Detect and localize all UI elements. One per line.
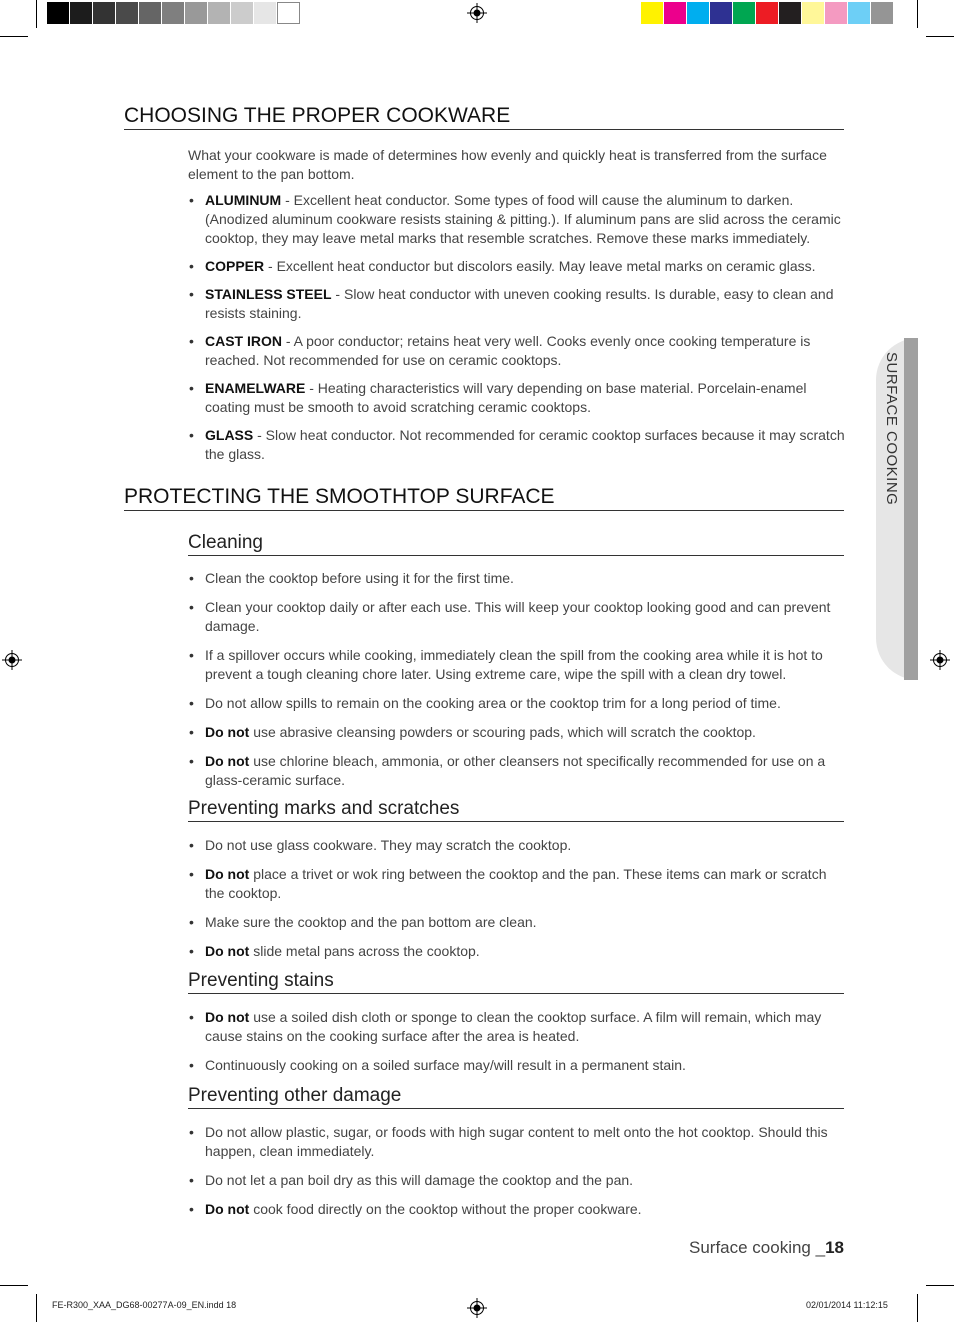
registration-mark-icon — [930, 650, 950, 670]
item-text: Continuously cooking on a soiled surface may/will result in a permanent stain. — [205, 1057, 686, 1073]
item-text: Do not let a pan boil dry as this will damage the cooktop and the pan. — [205, 1172, 634, 1188]
item-term: Do not — [205, 724, 250, 740]
color-swatch — [254, 2, 277, 24]
item-text: - Excellent heat conductor. Some types of food will cause the aluminum to darken. (Anodized aluminum cookware resists staining & pitting.). If aluminum pans are slid across the ceramic cooktop, they may leave metal marks that resemble scratches. Remove these marks immediately. — [205, 192, 841, 246]
color-swatch — [139, 2, 162, 24]
item-term: Do not — [205, 1009, 250, 1025]
item-term: GLASS — [205, 427, 254, 443]
color-swatch-bar — [641, 2, 894, 24]
crop-mark — [0, 1285, 28, 1286]
item-term: Do not — [205, 943, 250, 959]
color-swatch — [47, 2, 70, 24]
color-swatch — [664, 2, 687, 24]
color-swatch — [687, 2, 710, 24]
subsection-title-stains: Preventing stains — [188, 970, 844, 994]
color-swatch — [185, 2, 208, 24]
list-item — [188, 1171, 848, 1190]
crop-mark — [0, 36, 28, 37]
list-item — [188, 257, 848, 276]
color-swatch — [848, 2, 871, 24]
item-text: Do not allow spills to remain on the cooking area or the cooktop trim for a long period of time. — [205, 695, 781, 711]
item-text: Do not allow plastic, sugar, or foods with high sugar content to melt onto the hot cooktop. Should this happen, clean immediately. — [205, 1124, 828, 1159]
color-swatch — [162, 2, 185, 24]
item-text: slide metal pans across the cooktop. — [249, 943, 480, 959]
color-swatch — [93, 2, 116, 24]
stains-list — [188, 1008, 848, 1075]
print-slug-date: 02/01/2014 11:12:15 — [806, 1300, 888, 1310]
item-text: Clean the cooktop before using it for the first time. — [205, 570, 514, 586]
list-item — [188, 694, 848, 713]
item-term: Do not — [205, 753, 250, 769]
item-text: - Excellent heat conductor but discolors easily. May leave metal marks on ceramic glass. — [264, 258, 816, 274]
grayscale-swatch-bar — [47, 2, 300, 24]
color-swatch — [70, 2, 93, 24]
color-swatch — [277, 2, 300, 24]
color-swatch — [733, 2, 756, 24]
item-text: Do not use glass cookware. They may scratch the cooktop. — [205, 837, 572, 853]
list-item — [188, 1008, 848, 1046]
item-text: - Heating characteristics will vary depending on base material. Porcelain-enamel coating must be smooth to avoid scratching ceramic cooktops. — [205, 380, 807, 415]
item-text: use abrasive cleansing powders or scouring pads, which will scratch the cooktop. — [249, 724, 756, 740]
color-swatch — [825, 2, 848, 24]
item-text: Clean your cooktop daily or after each use. This will keep your cooktop looking good and can prevent damage. — [205, 599, 831, 634]
color-swatch — [802, 2, 825, 24]
list-item — [188, 191, 848, 248]
side-tab-label: SURFACE COOKING — [883, 352, 900, 506]
list-item — [188, 1123, 848, 1161]
list-item — [188, 865, 848, 903]
crop-mark — [917, 0, 918, 28]
color-swatch — [116, 2, 139, 24]
color-swatch — [231, 2, 254, 24]
item-text: - Slow heat conductor with uneven cooking results. Is durable, easy to clean and resists staining. — [205, 286, 834, 321]
list-item — [188, 723, 848, 742]
item-term: STAINLESS STEEL — [205, 286, 332, 302]
item-term: Do not — [205, 866, 250, 882]
list-item — [188, 569, 848, 588]
item-text: cook food directly on the cooktop without the proper cookware. — [249, 1201, 642, 1217]
section-title-choosing-cookware: CHOOSING THE PROPER COOKWARE — [124, 104, 844, 130]
cookware-list — [188, 191, 848, 464]
marks-list — [188, 836, 848, 961]
item-term: CAST IRON — [205, 333, 282, 349]
item-term: ALUMINUM — [205, 192, 282, 208]
color-swatch — [641, 2, 664, 24]
color-swatch — [779, 2, 802, 24]
color-swatch — [208, 2, 231, 24]
item-text: - A poor conductor; retains heat very well. Cooks evenly once cooking temperature is reached. Not recommended for use on ceramic cooktops. — [205, 333, 811, 368]
list-item — [188, 1056, 848, 1075]
registration-mark-icon — [467, 1298, 487, 1318]
subsection-title-marks-scratches: Preventing marks and scratches — [188, 798, 844, 822]
color-swatch — [756, 2, 779, 24]
registration-mark-icon — [2, 650, 22, 670]
list-item — [188, 913, 848, 932]
print-slug-filename: FE-R300_XAA_DG68-00277A-09_EN.indd 18 — [52, 1300, 237, 1310]
crop-mark — [926, 36, 954, 37]
section-title-protecting-surface: PROTECTING THE SMOOTHTOP SURFACE — [124, 485, 844, 511]
item-text: - Slow heat conductor. Not recommended for ceramic cooktop surfaces because it may scratch the glass. — [205, 427, 845, 462]
item-text: use a soiled dish cloth or sponge to clean the cooktop surface. A film will remain, which may cause stains on the cooking surface after the area is heated. — [205, 1009, 822, 1044]
subsection-title-other-damage: Preventing other damage — [188, 1085, 844, 1109]
list-item — [188, 426, 848, 464]
item-term: Do not — [205, 1201, 250, 1217]
list-item — [188, 1200, 848, 1219]
item-text: place a trivet or wok ring between the cooktop and the pan. These items can mark or scratch the cooktop. — [205, 866, 827, 901]
list-item — [188, 646, 848, 684]
registration-mark-icon — [467, 3, 487, 23]
page-footer — [689, 1238, 844, 1258]
item-text: Make sure the cooktop and the pan bottom are clean. — [205, 914, 537, 930]
list-item — [188, 285, 848, 323]
item-text: If a spillover occurs while cooking, immediately clean the spill from the cooking area while it is hot to prevent a tough cleaning chore later. Using extreme care, wipe the spill with a clean dry towel. — [205, 647, 823, 682]
list-item — [188, 752, 848, 790]
item-term: ENAMELWARE — [205, 380, 306, 396]
crop-mark — [36, 1294, 37, 1322]
footer-section-label: Surface cooking _ — [688, 1238, 826, 1257]
damage-list — [188, 1123, 848, 1219]
crop-mark — [917, 1294, 918, 1322]
list-item — [188, 332, 848, 370]
cleaning-list — [188, 569, 848, 790]
item-term: COPPER — [205, 258, 265, 274]
crop-mark — [36, 0, 37, 28]
color-swatch — [871, 2, 894, 24]
color-swatch — [710, 2, 733, 24]
crop-mark — [926, 1285, 954, 1286]
side-tab-strip — [904, 338, 918, 680]
intro-paragraph: What your cookware is made of determines how evenly and quickly heat is transferred from the surface element to the pan bottom. — [188, 147, 827, 182]
subsection-title-cleaning: Cleaning — [188, 532, 844, 556]
list-item — [188, 598, 848, 636]
item-text: use chlorine bleach, ammonia, or other cleansers not specifically recommended for use on a glass-ceramic surface. — [205, 753, 826, 788]
page-number: 18 — [825, 1238, 844, 1257]
list-item — [188, 942, 848, 961]
list-item — [188, 836, 848, 855]
list-item — [188, 379, 848, 417]
